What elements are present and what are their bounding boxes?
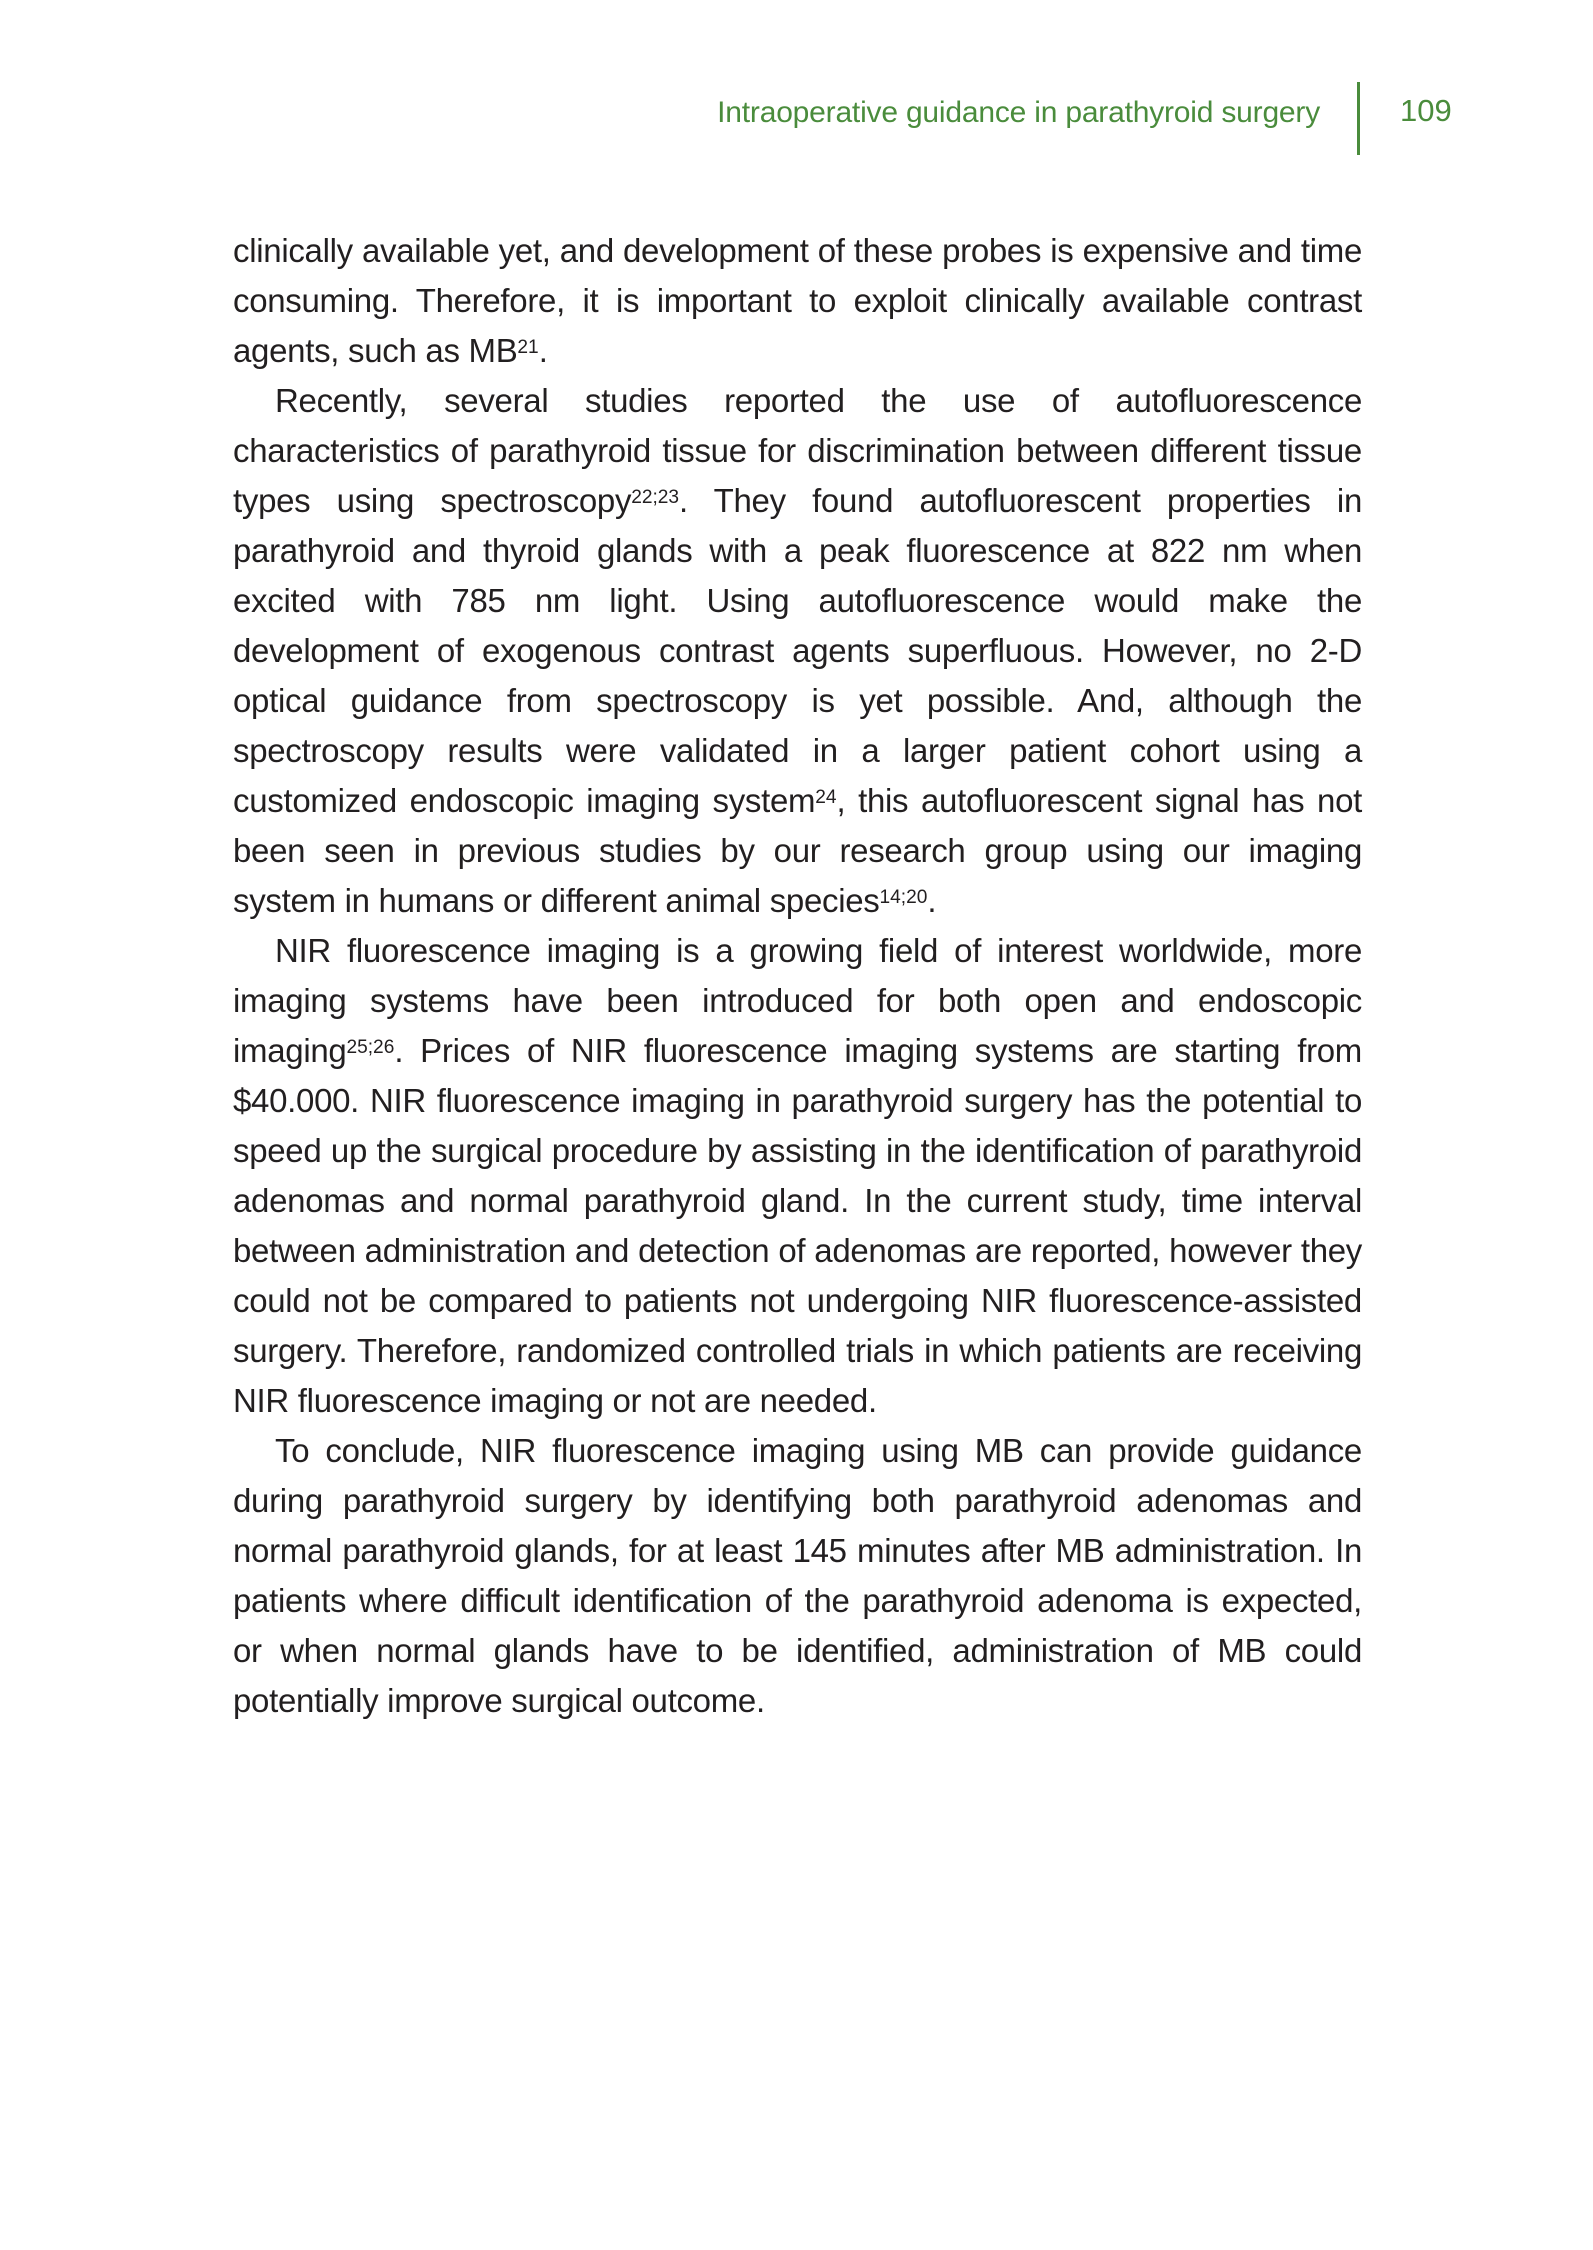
paragraph: To conclude, NIR fluorescence imaging using MB can provide guidance during parathyroid surgery by identifying both parathyroid adenomas and normal parathyroid glands, for at least 145 minutes after MB administration. In patients where difficult identification of the parathyroid adenoma is expected, or when normal glands have to be identified, administration of MB could potentially improve surgical outcome. bbox=[233, 1432, 1362, 1719]
paragraph: NIR fluorescence imaging is a growing field of interest worldwide, more imaging systems have been introduced for both open and endoscopic imaging$^{25;26}$. Prices of NIR fluorescence imaging systems are starting from $40.000. NIR fluorescence imaging in parathyroid surgery has the potential to speed up the surgical procedure by assisting in the identification of parathyroid adenomas and normal parathyroid gland. In the current study, time interval between administration and detection of adenomas are reported, however they could not be compared to patients not undergoing NIR fluorescence-assisted surgery. Therefore, randomized controlled trials in which patients are receiving NIR fluorescence imaging or not are needed. bbox=[233, 932, 1362, 1419]
reference-superscript: 14;20 bbox=[879, 886, 928, 908]
page-number: 109 bbox=[1400, 93, 1452, 128]
body-text bbox=[233, 226, 1362, 1726]
paragraph: clinically available yet, and development of these probes is expensive and time consuming. Therefore, it is important to exploit clinically available contrast agents, such as MB$^{21}$. bbox=[233, 232, 1362, 369]
reference-superscript: 25;26 bbox=[346, 1036, 395, 1058]
reference-superscript: 22;23 bbox=[631, 486, 680, 508]
reference-superscript: 21 bbox=[517, 336, 539, 358]
paragraph: Recently, several studies reported the use of autofluorescence characteristics of parathyroid tissue for discrimination between different tissue types using spectroscopy$^{22;23}$. They found autofluorescent properties in parathyroid and thyroid glands with a peak fluorescence at 822 nm when excited with 785 nm light. Using autofluorescence would make the development of exogenous contrast agents superfluous. However, no 2-D optical guidance from spectroscopy is yet possible. And, although the spectroscopy results were validated in a larger patient cohort using a customized endoscopic imaging system$^{24}$, this autofluorescent signal has not been seen in previous studies by our research group using our imaging system in humans or different animal species$^{14;20}$. bbox=[233, 382, 1363, 919]
reference-superscript: 24 bbox=[815, 786, 837, 808]
header-divider bbox=[1357, 82, 1360, 155]
running-header-title: Intraoperative guidance in parathyroid surgery bbox=[717, 96, 1320, 129]
